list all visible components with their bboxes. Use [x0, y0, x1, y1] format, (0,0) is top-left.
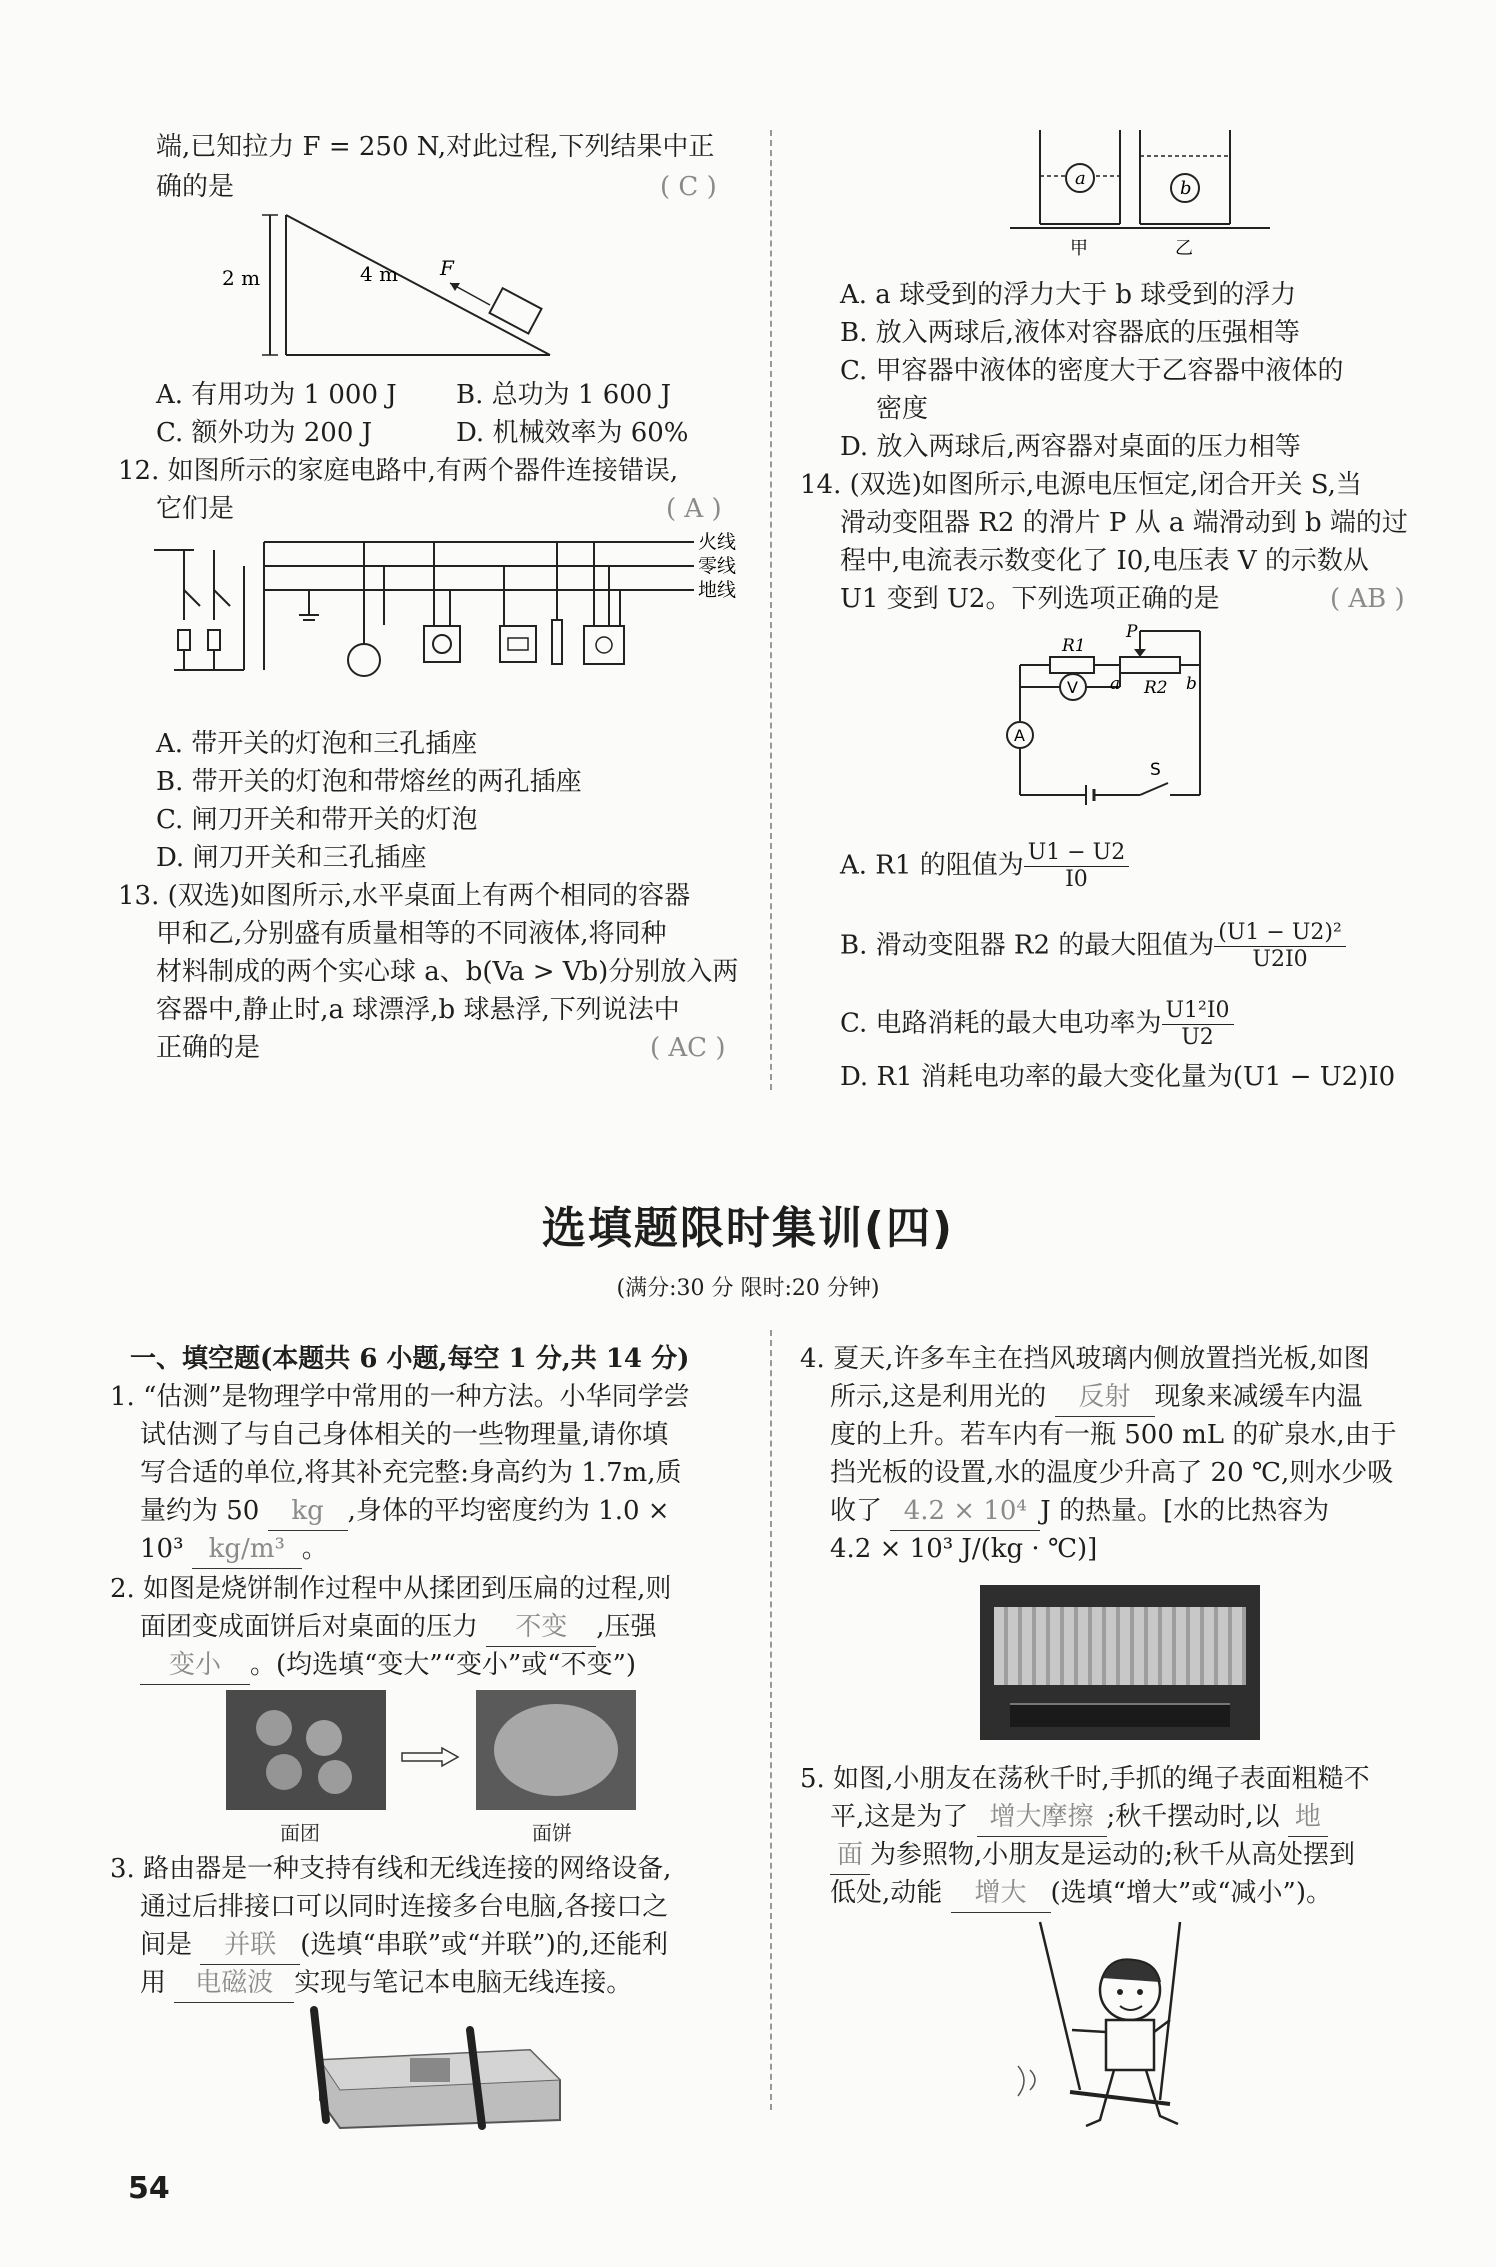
q1-line2: 试估测了与自己身体相关的一些物理量,请你填 — [140, 1420, 669, 1450]
q14-option-a — [840, 840, 1129, 893]
q5-line3 — [830, 1836, 1355, 1875]
q13-text-line2: 甲和乙,分别盛有质量相等的不同液体,将同种 — [156, 919, 667, 949]
container-yi-label: 乙 — [1175, 238, 1193, 259]
q12-text-line1: 12. 如图所示的家庭电路中,有两个器件连接错误, — [118, 456, 679, 486]
q4-line1: 4. 夏天,许多车主在挡风玻璃内侧放置挡光板,如图 — [800, 1344, 1370, 1374]
q14-answer: ( AB ) — [1330, 584, 1405, 614]
q5-line2-b: ;秋千摆动时,以 — [1106, 1802, 1280, 1832]
q2-line3 — [140, 1646, 636, 1685]
q1-line1: 1. “估测”是物理学中常用的一种方法。小华同学尝 — [110, 1382, 690, 1412]
q12-option-b: B. 带开关的灯泡和带熔丝的两孔插座 — [156, 767, 582, 797]
swing-child-drawing — [1010, 1920, 1250, 2150]
q3-line3-a: 间是 — [140, 1930, 193, 1960]
router-photo — [300, 2010, 580, 2130]
q3-line4 — [140, 1964, 632, 2003]
q5-line3-b: 为参照物,小朋友是运动的;秋千从高处摆到 — [870, 1840, 1356, 1870]
q5-line4-b: (选填“增大”或“减小”)。 — [1050, 1878, 1332, 1908]
q3-answer-connection: 并联 — [200, 1926, 300, 1965]
q14-option-c-text: C. 电路消耗的最大电功率为 — [840, 1008, 1162, 1039]
flat-dough-caption: 面饼 — [532, 1821, 572, 1845]
end-a-label: a — [1110, 674, 1121, 694]
series-circuit-diagram — [1000, 622, 1300, 815]
q2-answer-pressure-force: 不变 — [486, 1608, 596, 1647]
top-left-column — [118, 0, 750, 1110]
q4-line5-b: J 的热量。[水的比热容为 — [1040, 1496, 1330, 1526]
page-number: 54 — [128, 2171, 170, 2206]
q4-line5 — [830, 1492, 1329, 1531]
q2-answer-pressure: 变小 — [140, 1646, 250, 1685]
live-wire-label: 火线 — [698, 531, 737, 553]
q2-line2 — [140, 1608, 657, 1647]
q14-option-c-fraction — [1162, 998, 1234, 1051]
ball-b-label: b — [1180, 178, 1192, 199]
ground-wire-label: 地线 — [698, 579, 737, 601]
q5-line2-a: 平,这是为了 — [830, 1802, 969, 1832]
q2-line2-a: 面团变成面饼后对桌面的压力 — [140, 1612, 479, 1642]
q13-text-line1: 13. (双选)如图所示,水平桌面上有两个相同的容器 — [118, 881, 691, 911]
dough-ball-caption: 面团 — [280, 1821, 320, 1845]
end-b-label: b — [1186, 674, 1197, 694]
q14-option-a-text: A. R1 的阻值为 — [840, 850, 1024, 881]
q11-option-a: A. 有用功为 1 000 J — [156, 380, 397, 410]
q1-line5-b: 。 — [301, 1534, 328, 1564]
q1-line4-a: 量约为 50 — [140, 1496, 260, 1526]
q13-text-line5: 正确的是 — [156, 1033, 261, 1063]
column-divider-top — [770, 130, 772, 1090]
q13-option-b: B. 放入两球后,液体对容器底的压强相等 — [840, 318, 1300, 348]
household-circuit-diagram — [154, 530, 744, 710]
q4-line2-a: 所示,这是利用光的 — [830, 1382, 1047, 1412]
q5-answer-friction: 增大摩擦 — [977, 1798, 1107, 1837]
q5-answer-reference-part2: 面 — [830, 1836, 870, 1875]
q12-option-d: D. 闸刀开关和三孔插座 — [156, 843, 427, 873]
q2-line1: 2. 如图是烧饼制作过程中从揉团到压扁的过程,则 — [110, 1574, 672, 1604]
q14-option-b-denominator: U2I0 — [1252, 947, 1308, 972]
q4-line4: 挡光板的设置,水的温度少升高了 20 ℃,则水少吸 — [830, 1458, 1394, 1488]
section-subtitle: (满分:30 分 限时:20 分钟) — [616, 1276, 880, 1301]
q1-line5 — [140, 1530, 328, 1569]
top-right-column — [800, 0, 1440, 1110]
q13-option-d: D. 放入两球后,两容器对桌面的压力相等 — [840, 432, 1301, 462]
neutral-wire-label: 零线 — [698, 555, 737, 577]
q1-line5-a: 10³ — [140, 1534, 184, 1564]
force-label: F — [440, 256, 454, 280]
q1-line4-b: ,身体的平均密度约为 1.0 × — [347, 1496, 670, 1526]
q13-option-a: A. a 球受到的浮力大于 b 球受到的浮力 — [840, 280, 1297, 310]
q14-option-b-numerator: (U1 − U2)² — [1214, 920, 1345, 947]
q5-answer-kinetic-energy: 增大 — [951, 1874, 1051, 1913]
q14-text-line3: 程中,电流表示数变化了 I0,电压表 V 的示数从 — [840, 546, 1369, 576]
slider-p-label: P — [1126, 622, 1138, 642]
q4-line3: 度的上升。若车内有一瓶 500 mL 的矿泉水,由于 — [830, 1420, 1397, 1450]
q12-option-a: A. 带开关的灯泡和三孔插座 — [156, 729, 478, 759]
q2-line3-b: 。(均选填“变大”“变小”或“不变”) — [250, 1650, 637, 1680]
q1-line4 — [140, 1492, 670, 1531]
incline-slope-label: 4 m — [360, 262, 399, 286]
q5-line2 — [830, 1798, 1328, 1837]
q14-text-line4: U1 变到 U2。下列选项正确的是 — [840, 584, 1220, 614]
car-sunshade-photo — [980, 1585, 1260, 1740]
fill-blank-heading: 一、填空题(本题共 6 小题,每空 1 分,共 14 分) — [130, 1344, 690, 1374]
containers-diagram — [1010, 130, 1270, 260]
q14-option-c-numerator: U1²I0 — [1162, 998, 1234, 1025]
q12-answer: ( A ) — [666, 494, 722, 524]
q1-line3: 写合适的单位,将其补充完整:身高约为 1.7m,质 — [140, 1458, 682, 1488]
q14-text-line2: 滑动变阻器 R2 的滑片 P 从 a 端滑动到 b 端的过 — [840, 508, 1408, 538]
q3-line1: 3. 路由器是一种支持有线和无线连接的网络设备, — [110, 1854, 672, 1884]
q3-line3-b: (选填“串联”或“并联”)的,还能利 — [300, 1930, 669, 1960]
column-divider-bottom — [770, 1330, 772, 2110]
q13-option-c: C. 甲容器中液体的密度大于乙容器中液体的 — [840, 356, 1344, 386]
q4-answer-light: 反射 — [1055, 1378, 1155, 1417]
q11-text-line2: 确的是 — [156, 172, 235, 202]
q11-option-d: D. 机械效率为 60% — [456, 418, 689, 448]
q12-option-c: C. 闸刀开关和带开关的灯泡 — [156, 805, 478, 835]
arrow-icon — [400, 1740, 460, 1760]
q11-text-line1: 端,已知拉力 F = 250 N,对此过程,下列结果中正 — [156, 132, 715, 162]
r2-label: R2 — [1144, 678, 1168, 698]
q12-text-line2: 它们是 — [156, 494, 235, 524]
q14-option-b-text: B. 滑动变阻器 R2 的最大阻值为 — [840, 930, 1215, 961]
q14-option-d: D. R1 消耗电功率的最大变化量为(U1 − U2)I0 — [840, 1062, 1396, 1092]
q14-option-b — [840, 920, 1346, 973]
q14-option-a-numerator: U1 − U2 — [1024, 840, 1130, 867]
q3-line3 — [140, 1926, 668, 1965]
q4-line5-a: 收了 — [830, 1496, 883, 1526]
q11-answer: ( C ) — [660, 172, 717, 202]
q13-text-line4: 容器中,静止时,a 球漂浮,b 球悬浮,下列说法中 — [156, 995, 680, 1025]
voltmeter-label: V — [1067, 678, 1078, 697]
q3-line4-a: 用 — [140, 1968, 167, 1998]
bottom-right-column — [790, 1320, 1450, 2040]
q5-line1: 5. 如图,小朋友在荡秋千时,手抓的绳子表面粗糙不 — [800, 1764, 1370, 1794]
r1-label: R1 — [1062, 636, 1086, 656]
section-title: 选填题限时集训(四) — [541, 1203, 955, 1254]
q1-answer-density-unit: kg/m³ — [192, 1530, 302, 1569]
q1-answer-mass-unit: kg — [268, 1492, 348, 1531]
ball-a-label: a — [1075, 168, 1086, 189]
q4-line2-b: 现象来减缓车内温 — [1154, 1382, 1363, 1412]
q5-line4 — [830, 1874, 1332, 1913]
container-jia-label: 甲 — [1070, 238, 1088, 259]
q3-line2: 通过后排接口可以同时连接多台电脑,各接口之 — [140, 1892, 669, 1922]
q13-answer: ( AC ) — [650, 1033, 726, 1063]
incline-height-label: 2 m — [222, 266, 261, 290]
q14-option-c-denominator: U2 — [1181, 1025, 1214, 1050]
flat-dough-photo — [476, 1690, 636, 1810]
dough-ball-photo — [226, 1690, 386, 1810]
q13-text-line3: 材料制成的两个实心球 a、b(Va > Vb)分别放入两 — [156, 957, 739, 987]
q4-line6: 4.2 × 10³ J/(kg · ℃)] — [830, 1534, 1098, 1564]
q14-option-b-fraction — [1214, 920, 1345, 973]
q3-line4-b: 实现与笔记本电脑无线连接。 — [294, 1968, 633, 1998]
q14-option-c — [840, 998, 1234, 1051]
q5-answer-reference-part1: 地 — [1288, 1798, 1328, 1837]
q14-text-line1: 14. (双选)如图所示,电源电压恒定,闭合开关 S,当 — [800, 470, 1362, 500]
switch-label: S — [1150, 760, 1161, 780]
incline-diagram — [222, 205, 570, 365]
q4-line2 — [830, 1378, 1363, 1417]
q3-answer-wave: 电磁波 — [174, 1964, 294, 2003]
bottom-left-column — [100, 1320, 760, 2040]
q13-option-c-cont: 密度 — [876, 394, 929, 424]
q14-option-a-fraction — [1024, 840, 1130, 893]
q11-option-b: B. 总功为 1 600 J — [456, 380, 672, 410]
q2-line2-b: ,压强 — [596, 1612, 657, 1642]
q11-option-c: C. 额外功为 200 J — [156, 418, 373, 448]
q5-line4-a: 低处,动能 — [830, 1878, 943, 1908]
ammeter-label: A — [1014, 726, 1025, 745]
q14-option-a-denominator: I0 — [1065, 867, 1088, 892]
q4-answer-heat: 4.2 × 10⁴ — [890, 1492, 1040, 1531]
